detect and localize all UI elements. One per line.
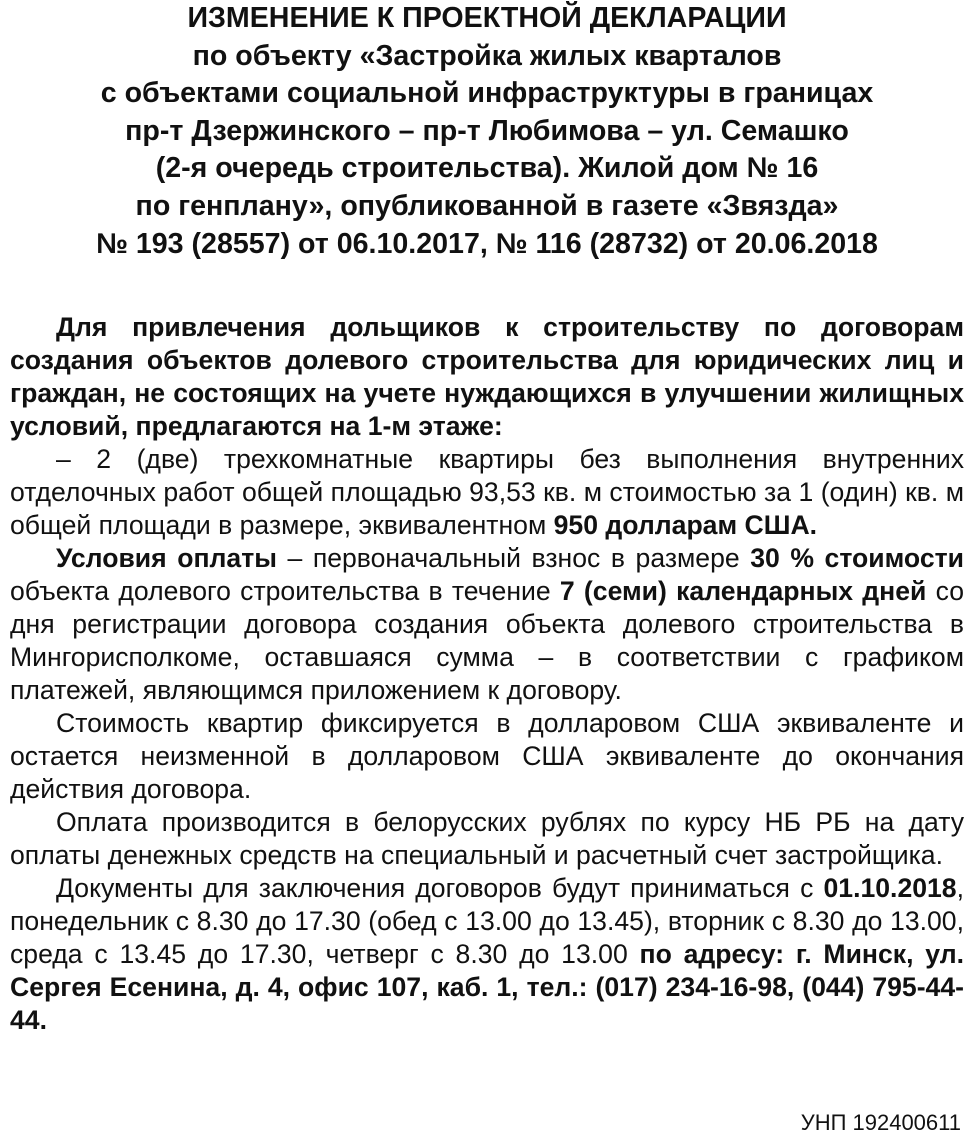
body-text <box>10 311 964 1037</box>
intro-paragraph: Для привлечения дольщиков к строительству по договорам создания объектов долевого строительства для юридических лиц и граждан, не состоящих на учете нуждающихся в улучшении жилищных условий, предлагаются на 1-м этаже: <box>10 312 964 442</box>
title-line: с объектами социальной инфраструктуры в границах <box>100 77 874 110</box>
payment-text-2: объекта долевого строительства в течение <box>10 576 560 607</box>
documents-text-1: Документы для заключения договоров будут приниматься с <box>56 873 824 904</box>
documents-text-2: , понедельник с 8.30 до 17.30 (обед с 13.00 до 13.45), вторник с 8.30 до 13.00, среда с 13.45 до 17.30, четверг с 8.30 до 13.00 <box>10 873 964 970</box>
currency-paragraph: Оплата производится в белорусских рублях по курсу НБ РБ на дату оплаты денежных средств на специальный и расчетный счет застройщика. <box>10 807 964 871</box>
title-line: по объекту «Застройка жилых кварталов <box>192 39 782 72</box>
payment-paragraph <box>10 542 964 707</box>
offer-price: 950 долларам США. <box>553 510 818 541</box>
payment-text-3: со дня регистрации договора создания объекта долевого строительства в Мингорисполкоме, оставшаяся сумма – в соответствии с графиком платежей, являющимся приложением к договору. <box>10 576 965 706</box>
title-line: № 193 (28557) от 06.10.2017, № 116 (28732) от 20.06.2018 <box>96 227 878 260</box>
documents-paragraph <box>10 872 964 1037</box>
page-title <box>10 0 964 263</box>
payment-percent: 30 % стоимости <box>750 543 964 574</box>
title-line: пр-т Дзержинского – пр-т Любимова – ул. Семашко <box>125 114 849 147</box>
unp-number: УНП 192400611 <box>800 1110 961 1135</box>
title-line: ИЗМЕНЕНИЕ К ПРОЕКТНОЙ ДЕКЛАРАЦИИ <box>187 2 787 34</box>
payment-days: 7 (семи) календарных дней <box>559 576 927 607</box>
offer-paragraph <box>10 443 964 542</box>
offer-text: – 2 (две) трехкомнатные квартиры без выполнения внутренних отделочных работ общей площадью 93,53 кв. м стоимостью за 1 (один) кв. м общей площади в размере, эквивалентном <box>10 444 964 541</box>
documents-address: по адресу: г. Минск, ул. Сергея Есенина, д. 4, офис 107, каб. 1, тел.: (017) 234-16-98, (044) 795-44-44. <box>10 939 964 1036</box>
payment-text-1: – первоначальный взнос в размере <box>276 543 751 574</box>
title-line: (2-я очередь строительства). Жилой дом № 16 <box>155 152 819 185</box>
payment-label: Условия оплаты <box>56 543 277 574</box>
title-line: по генплану», опубликованной в газете «Звязда» <box>135 189 839 222</box>
fixed-price-paragraph: Стоимость квартир фиксируется в долларовом США эквиваленте и остается неизменной в долларовом США эквиваленте до окончания действия договора. <box>10 708 964 805</box>
announcement <box>10 0 964 1037</box>
documents-date: 01.10.2018 <box>823 873 957 904</box>
